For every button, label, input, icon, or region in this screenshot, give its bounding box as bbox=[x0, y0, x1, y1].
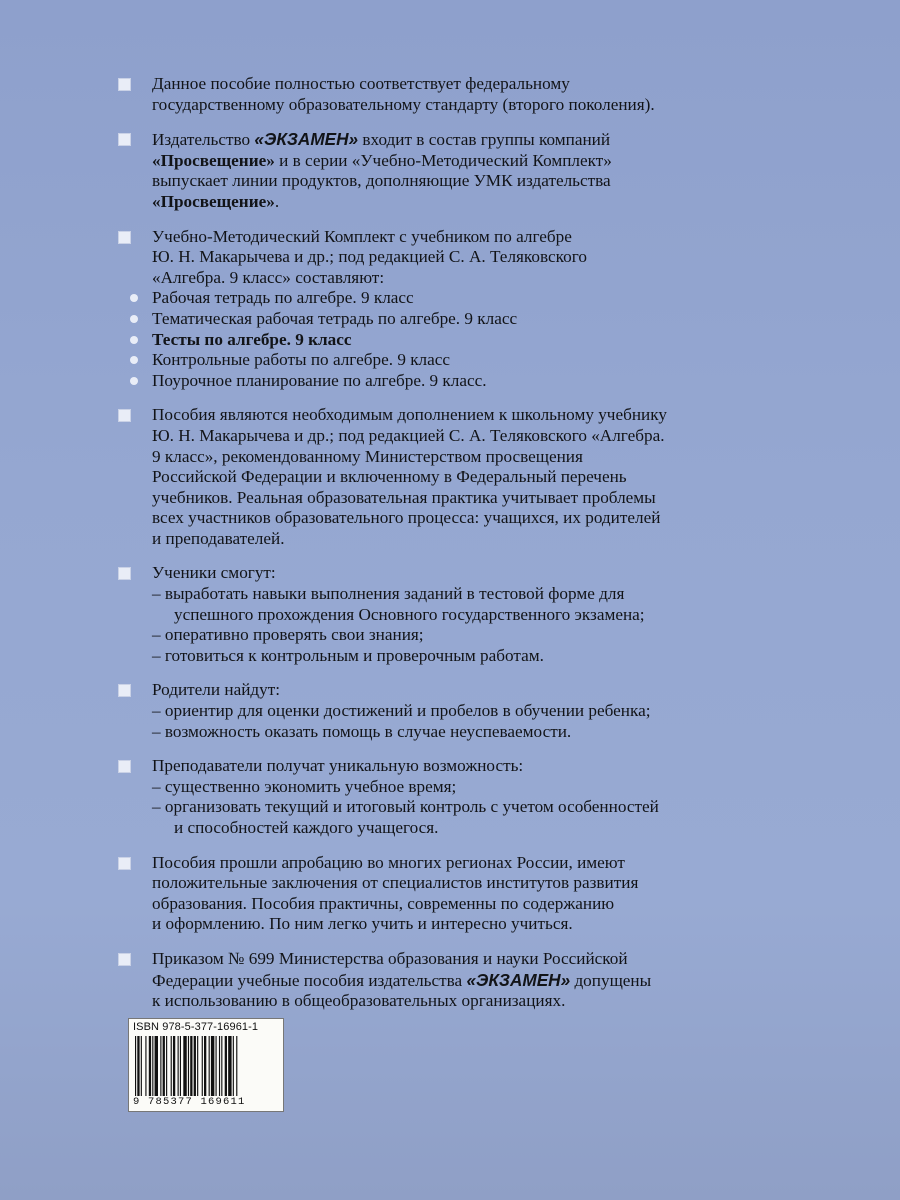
text-line: образования. Пособия практичны, современны по содержанию bbox=[152, 893, 615, 913]
barcode-bar bbox=[202, 1036, 203, 1096]
square-bullet-icon bbox=[118, 857, 131, 870]
text-line: «Алгебра. 9 класс» составляют: bbox=[152, 267, 385, 287]
text-line: выпускает линии продуктов, дополняющие УМК издательства bbox=[152, 171, 611, 191]
square-bullet-icon bbox=[118, 953, 131, 966]
round-bullet-icon bbox=[130, 377, 138, 385]
dash-item: – существенно экономить учебное время; bbox=[152, 776, 457, 796]
text-line: всех участников образовательного процесса: учащихся, их родителей bbox=[152, 508, 661, 528]
text-line: Ю. Н. Макарычева и др.; под редакцией С. А. Теляковского bbox=[152, 247, 587, 267]
paragraph-order bbox=[116, 949, 816, 1012]
group-brand: «Просвещение» bbox=[152, 150, 275, 170]
dash-item: – организовать текущий и итоговый контроль с учетом особенностей bbox=[152, 797, 659, 817]
round-bullet-icon bbox=[130, 294, 138, 302]
square-bullet-icon bbox=[118, 684, 131, 697]
barcode-bar bbox=[197, 1036, 198, 1096]
text-line: Приказом № 699 Министерства образования и науки Российской bbox=[152, 948, 628, 968]
barcode-bar bbox=[225, 1036, 227, 1096]
isbn-barcode bbox=[128, 1018, 284, 1112]
barcode-bar bbox=[204, 1036, 206, 1096]
block-heading: Ученики смогут: bbox=[152, 563, 276, 583]
round-bullet-icon bbox=[130, 356, 138, 364]
text-fragment: и в серии «Учебно-Методический Комплект» bbox=[274, 150, 612, 170]
barcode-bar bbox=[160, 1036, 161, 1096]
paragraph-supplement bbox=[116, 405, 816, 549]
text-line: учебников. Реальная образовательная практика учитывает проблемы bbox=[152, 487, 656, 507]
dash-item-continuation: успешного прохождения Основного государственного экзамена; bbox=[174, 604, 645, 624]
square-bullet-icon bbox=[118, 760, 131, 773]
text-line bbox=[152, 970, 816, 992]
dash-item: – возможность оказать помощь в случае неуспеваемости. bbox=[152, 721, 572, 741]
list-item-text: Тематическая рабочая тетрадь по алгебре. 9 класс bbox=[152, 308, 518, 328]
text-line: Учебно-Методический Комплект с учебником по алгебре bbox=[152, 226, 572, 246]
barcode-bar bbox=[137, 1036, 139, 1096]
publisher-brand: «ЭКЗАМЕН» bbox=[254, 129, 359, 150]
paragraph-umk bbox=[116, 227, 816, 392]
text-fragment: Федерации учебные пособия издательства bbox=[152, 970, 467, 990]
block-heading: Преподаватели получат уникальную возможность: bbox=[152, 756, 524, 776]
barcode-bar bbox=[216, 1036, 217, 1096]
publisher-brand: «ЭКЗАМЕН» bbox=[466, 969, 571, 990]
text-line: Пособия являются необходимым дополнением к школьному учебнику bbox=[152, 405, 667, 425]
dash-item: – оперативно проверять свои знания; bbox=[152, 625, 424, 645]
barcode-bar bbox=[149, 1036, 151, 1096]
barcode-digits: 9 785377 169611 bbox=[133, 1096, 246, 1108]
square-bullet-icon bbox=[118, 231, 131, 244]
barcode-bar bbox=[135, 1036, 136, 1096]
round-bullet-icon bbox=[130, 315, 138, 323]
barcode-bar bbox=[180, 1036, 181, 1096]
text-line: Ю. Н. Макарычева и др.; под редакцией С. А. Теляковского «Алгебра. bbox=[152, 425, 665, 445]
barcode-bar bbox=[166, 1036, 167, 1096]
text-line: положительные заключения от специалистов институтов развития bbox=[152, 873, 639, 893]
barcode-bar bbox=[152, 1036, 153, 1096]
square-bullet-icon bbox=[118, 409, 131, 422]
barcode-bar bbox=[145, 1036, 146, 1096]
barcode-bar bbox=[163, 1036, 165, 1096]
text-line: и преподавателей. bbox=[152, 528, 285, 548]
text-fragment: Издательство bbox=[152, 130, 255, 150]
paragraph-students bbox=[116, 563, 816, 666]
text-fragment: допущены bbox=[570, 970, 652, 990]
list-item bbox=[152, 309, 816, 330]
list-item-text: Поурочное планирование по алгебре. 9 класс. bbox=[152, 370, 487, 390]
text-line: 9 класс», рекомендованному Министерством просвещения bbox=[152, 446, 583, 466]
barcode-bar bbox=[233, 1036, 234, 1096]
dash-item: – выработать навыки выполнения заданий в тестовой форме для bbox=[152, 584, 625, 604]
text-line bbox=[152, 151, 816, 172]
round-bullet-icon bbox=[130, 336, 138, 344]
text-fragment: входит в состав группы компаний bbox=[358, 130, 611, 150]
list-item bbox=[152, 350, 816, 371]
barcode-bar bbox=[141, 1036, 142, 1096]
list-item-current-book bbox=[152, 330, 816, 351]
barcode-bar bbox=[236, 1036, 237, 1096]
text-line: и оформлению. По ним легко учить и интересно учиться. bbox=[152, 914, 573, 934]
barcode-bar bbox=[178, 1036, 179, 1096]
barcode-bar bbox=[194, 1036, 196, 1096]
barcode-bar bbox=[171, 1036, 172, 1096]
paragraph-approbation bbox=[116, 853, 816, 935]
list-item-text: Тесты по алгебре. 9 класс bbox=[152, 329, 352, 349]
text-line bbox=[152, 192, 816, 213]
barcode-bar bbox=[228, 1036, 231, 1096]
text-line bbox=[152, 129, 816, 151]
paragraph-publisher bbox=[116, 129, 816, 212]
text-line: Данное пособие полностью соответствует федеральному bbox=[152, 74, 570, 93]
paragraph-parents bbox=[116, 680, 816, 742]
square-bullet-icon bbox=[118, 78, 131, 91]
barcode-bar bbox=[219, 1036, 220, 1096]
list-item bbox=[152, 288, 816, 309]
cover-text bbox=[116, 74, 816, 1026]
text-line: государственному образовательному стандарту (второго поколения). bbox=[152, 94, 655, 114]
barcode-bar bbox=[173, 1036, 175, 1096]
square-bullet-icon bbox=[118, 567, 131, 580]
paragraph-fgos bbox=[116, 74, 816, 115]
square-bullet-icon bbox=[118, 133, 131, 146]
dash-item: – готовиться к контрольным и проверочным работам. bbox=[152, 645, 544, 665]
barcode-bar bbox=[155, 1036, 158, 1096]
barcode-bars bbox=[135, 1036, 277, 1096]
paragraph-teachers bbox=[116, 756, 816, 838]
text-line: Пособия прошли апробацию во многих регионах России, имеют bbox=[152, 852, 625, 872]
barcode-bar bbox=[209, 1036, 210, 1096]
group-brand: «Просвещение» bbox=[152, 191, 275, 211]
block-heading: Родители найдут: bbox=[152, 680, 281, 700]
barcode-bar bbox=[188, 1036, 189, 1096]
text-fragment: . bbox=[274, 191, 280, 211]
text-line: Российской Федерации и включенному в Федеральный перечень bbox=[152, 467, 627, 487]
dash-item-continuation: и способностей каждого учащегося. bbox=[174, 818, 439, 837]
list-item-text: Контрольные работы по алгебре. 9 класс bbox=[152, 350, 451, 370]
barcode-bar bbox=[190, 1036, 192, 1096]
list-item bbox=[152, 371, 816, 392]
list-item-text: Рабочая тетрадь по алгебре. 9 класс bbox=[152, 288, 414, 308]
isbn-label: ISBN 978-5-377-16961-1 bbox=[133, 1021, 259, 1033]
barcode-bar bbox=[221, 1036, 222, 1096]
barcode-bar bbox=[211, 1036, 214, 1096]
barcode-bar bbox=[183, 1036, 186, 1096]
dash-item: – ориентир для оценки достижений и пробелов в обучении ребенка; bbox=[152, 701, 651, 721]
text-line: к использованию в общеобразовательных организациях. bbox=[152, 991, 566, 1011]
